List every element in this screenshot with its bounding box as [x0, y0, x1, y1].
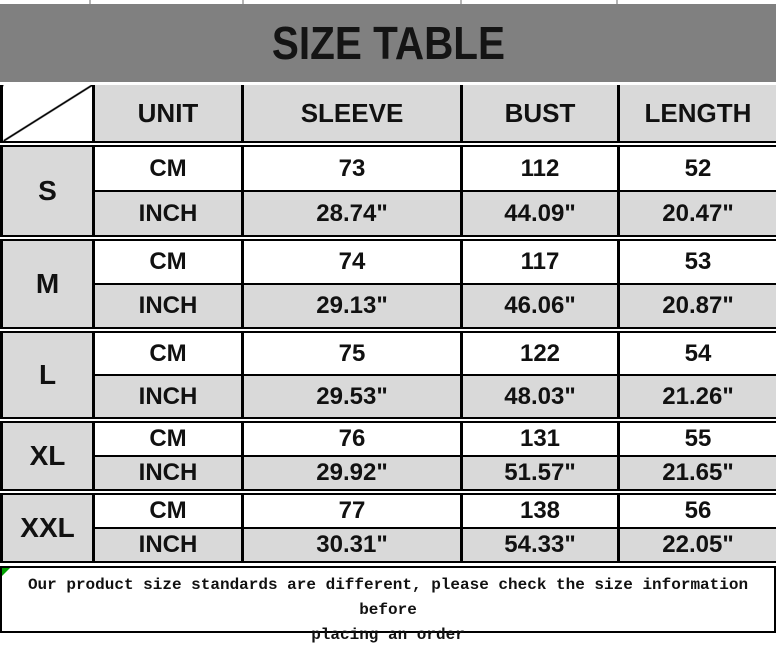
size-label-s: S — [2, 144, 94, 238]
value-length: 52 — [619, 144, 776, 191]
page-title: SIZE TABLE — [271, 16, 504, 70]
unit-label-cm: CM — [94, 144, 243, 191]
value-bust: 54.33" — [462, 528, 619, 562]
value-length: 54 — [619, 330, 776, 375]
value-length: 53 — [619, 238, 776, 284]
size-label-xxl: XXL — [2, 492, 94, 562]
size-label-m: M — [2, 238, 94, 330]
gridline-tick — [616, 0, 618, 4]
value-sleeve: 30.31" — [243, 528, 462, 562]
unit-label-inch: INCH — [94, 456, 243, 492]
value-bust: 44.09" — [462, 191, 619, 238]
value-bust: 122 — [462, 330, 619, 375]
value-sleeve: 29.92" — [243, 456, 462, 492]
value-sleeve: 28.74" — [243, 191, 462, 238]
value-sleeve: 75 — [243, 330, 462, 375]
unit-label-inch: INCH — [94, 191, 243, 238]
value-bust: 138 — [462, 492, 619, 528]
value-bust: 117 — [462, 238, 619, 284]
row-s-inch — [2, 191, 776, 238]
value-sleeve: 76 — [243, 420, 462, 456]
value-length: 20.47" — [619, 191, 776, 238]
row-s-cm — [2, 144, 776, 191]
size-label-xl: XL — [2, 420, 94, 492]
note-line-1: Our product size standards are different, please check the size information before — [2, 573, 774, 623]
value-length: 21.65" — [619, 456, 776, 492]
note-box — [0, 566, 776, 633]
value-bust: 131 — [462, 420, 619, 456]
row-l-cm — [2, 330, 776, 375]
value-bust: 48.03" — [462, 375, 619, 420]
title-band — [0, 4, 776, 82]
value-sleeve: 74 — [243, 238, 462, 284]
size-label-l: L — [2, 330, 94, 420]
value-sleeve: 77 — [243, 492, 462, 528]
column-header-length: LENGTH — [619, 85, 776, 144]
value-length: 55 — [619, 420, 776, 456]
unit-label-inch: INCH — [94, 284, 243, 330]
value-sleeve: 29.53" — [243, 375, 462, 420]
unit-label-inch: INCH — [94, 528, 243, 562]
unit-label-cm: CM — [94, 330, 243, 375]
value-sleeve: 73 — [243, 144, 462, 191]
note-line-2: placing an order — [2, 623, 774, 647]
unit-label-inch: INCH — [94, 375, 243, 420]
row-xxl-cm — [2, 492, 776, 528]
gridline-tick — [89, 0, 91, 4]
gridline-tick — [460, 0, 462, 4]
column-header-sleeve: SLEEVE — [243, 85, 462, 144]
value-sleeve: 29.13" — [243, 284, 462, 330]
header-row — [2, 85, 776, 144]
value-length: 56 — [619, 492, 776, 528]
top-gridline-strip — [0, 0, 776, 4]
unit-label-cm: CM — [94, 238, 243, 284]
column-header-unit: UNIT — [94, 85, 243, 144]
row-xl-cm — [2, 420, 776, 456]
value-bust: 46.06" — [462, 284, 619, 330]
size-table — [0, 85, 776, 563]
gridline-tick — [242, 0, 244, 4]
row-m-inch — [2, 284, 776, 330]
value-length: 20.87" — [619, 284, 776, 330]
row-l-inch — [2, 375, 776, 420]
value-bust: 51.57" — [462, 456, 619, 492]
value-length: 21.26" — [619, 375, 776, 420]
row-m-cm — [2, 238, 776, 284]
column-header-bust: BUST — [462, 85, 619, 144]
row-xl-inch — [2, 456, 776, 492]
unit-label-cm: CM — [94, 420, 243, 456]
diagonal-header-cell — [2, 85, 94, 144]
green-corner-marker-icon — [2, 568, 10, 576]
row-xxl-inch — [2, 528, 776, 562]
value-bust: 112 — [462, 144, 619, 191]
unit-label-cm: CM — [94, 492, 243, 528]
value-length: 22.05" — [619, 528, 776, 562]
